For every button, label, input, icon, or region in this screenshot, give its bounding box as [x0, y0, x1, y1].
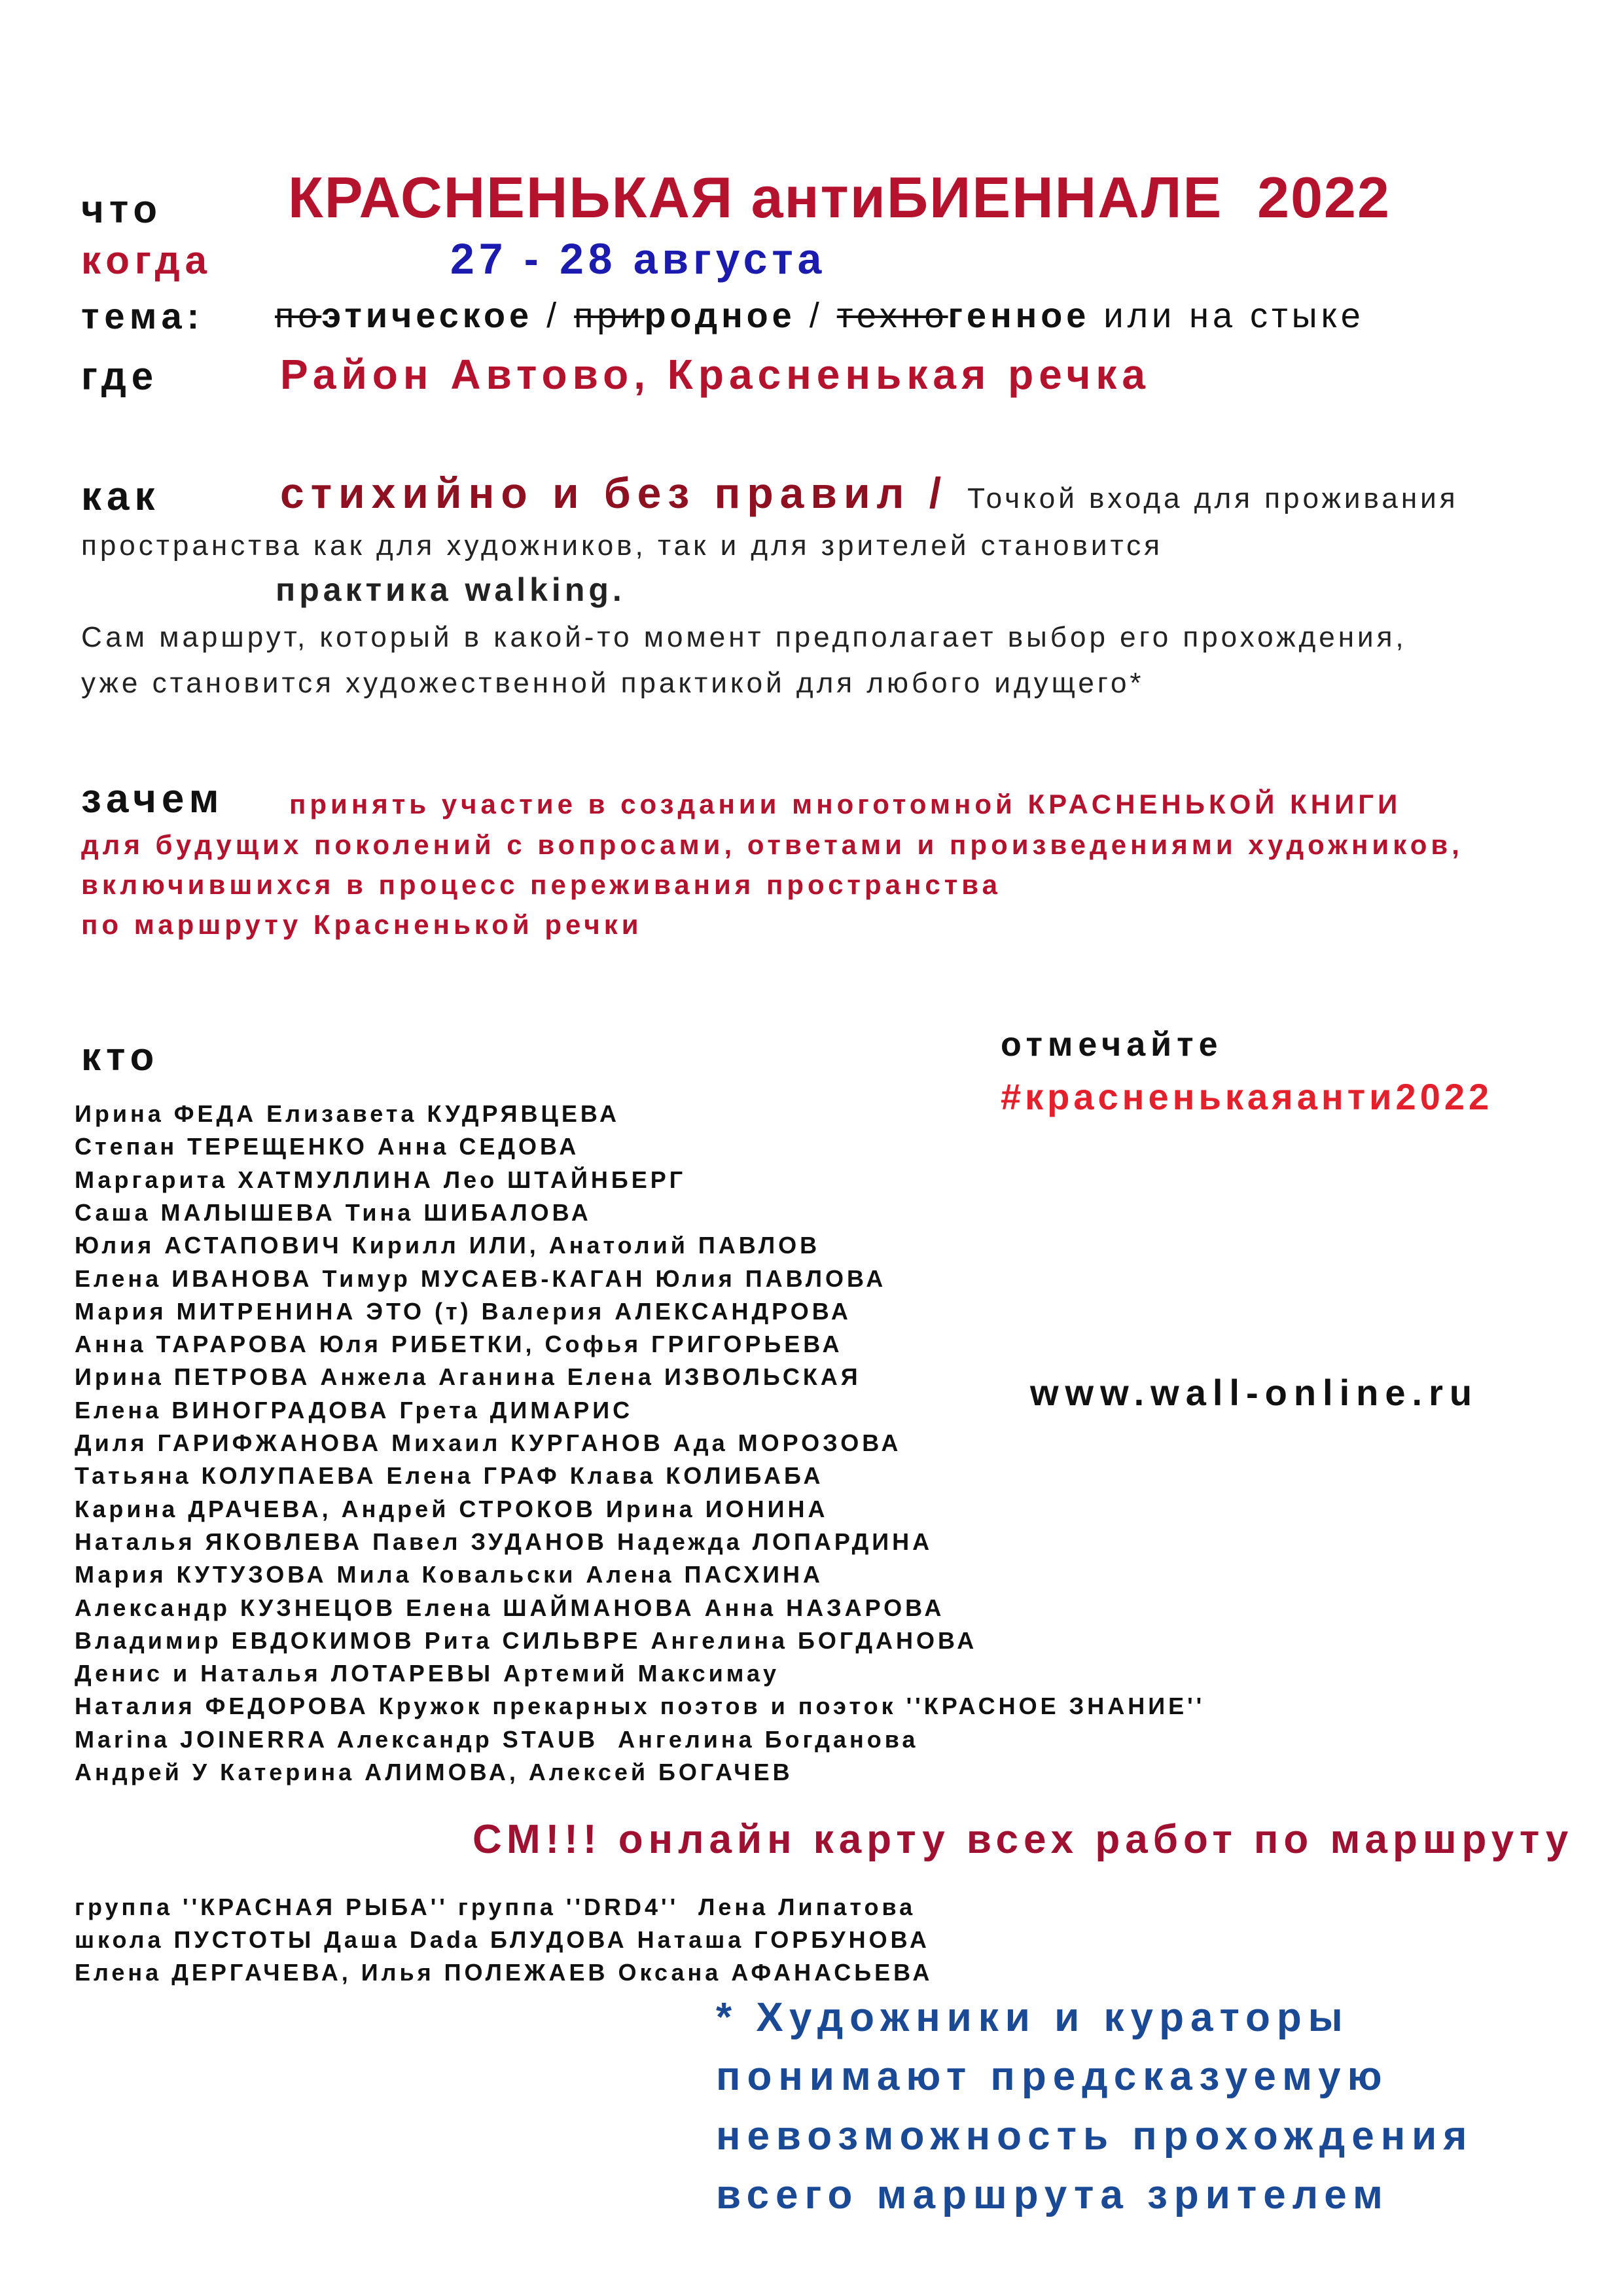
how-headline: стихийно и без правил /: [280, 469, 948, 517]
tag-label: отмечайте: [1001, 1026, 1223, 1064]
participant-line: Андрей У Катерина АЛИМОВА, Алексей БОГАЧЕВ: [75, 1759, 793, 1785]
how-line-5: уже становится художественной практикой для любого идущего*: [81, 667, 1145, 699]
separator: /: [795, 296, 837, 335]
event-dates: 27 - 28 августа: [450, 234, 827, 283]
participant-line: Ирина ПЕТРОВА Анжела Аганина Елена ИЗВОЛЬСКАЯ: [75, 1363, 861, 1391]
participant-line: Юлия АСТАПОВИЧ Кирилл ИЛИ, Анатолий ПАВЛОВ: [75, 1232, 821, 1259]
label-theme: тема:: [81, 295, 205, 336]
footnote-line: понимают предсказуемую: [716, 2054, 1389, 2099]
why-line: по маршруту Красненькой речки: [81, 909, 643, 940]
website-link[interactable]: www.wall-online.ru: [1030, 1372, 1479, 1413]
map-note: СМ!!! онлайн карту всех работ по маршруту: [473, 1817, 1574, 1862]
theme-tail: или на стыке: [1090, 296, 1364, 335]
label-where: где: [81, 354, 159, 398]
label-who: кто: [81, 1035, 160, 1079]
how-line-1: [280, 469, 1459, 517]
participant-line: Татьяна КОЛУПАЕВА Елена ГРАФ Клава КОЛИБАБА: [75, 1462, 824, 1490]
separator: /: [533, 296, 575, 335]
label-what: что: [81, 187, 163, 231]
participant-line: Ирина ФЕДА Елизавета КУДРЯВЦЕВА: [75, 1100, 620, 1127]
struck-text: при: [574, 296, 645, 335]
why-line: принять участие в создании многотомной КРАСНЕНЬКОЙ КНИГИ: [289, 789, 1402, 819]
how-line-2: пространства как для художников, так и для зрителей становится: [81, 529, 1163, 562]
hashtag: #красненькаяанти2022: [1001, 1076, 1493, 1117]
theme-part: родное: [644, 296, 796, 335]
footnote-line: * Художники и кураторы: [716, 1995, 1349, 2040]
participant-line: Саша МАЛЫШЕВА Тина ШИБАЛОВА: [75, 1198, 592, 1226]
participant-line: Елена ДЕРГАЧЕВА, Илья ПОЛЕЖАЕВ Оксана АФАНАСЬЕВА: [75, 1959, 933, 1986]
footnote-line: всего маршрута зрителем: [716, 2172, 1389, 2217]
participant-line: Marina JOINERRA Александр STAUB Ангелина Богданова: [75, 1725, 919, 1753]
participant-line: Наталия ФЕДОРОВА Кружок прекарных поэтов и поэток ''КРАСНОЕ ЗНАНИЕ'': [75, 1693, 1205, 1720]
footnote-line: невозможность прохождения: [716, 2113, 1474, 2159]
participant-line: группа ''КРАСНАЯ РЫБА'' группа ''DRD4'' Лена Липатова: [75, 1893, 916, 1920]
event-place: Район Автово, Красненькая речка: [280, 351, 1150, 398]
participant-line: Денис и Наталья ЛОТАРЕВЫ Артемий Максимау: [75, 1660, 779, 1687]
participant-line: Мария МИТРЕНИНА ЭТО (т) Валерия АЛЕКСАНДРОВА: [75, 1297, 851, 1325]
theme-part: генное: [948, 296, 1090, 335]
participant-line: Маргарита ХАТМУЛЛИНА Лео ШТАЙНБЕРГ: [75, 1166, 687, 1193]
participant-line: Елена ВИНОГРАДОВА Грета ДИМАРИС: [75, 1396, 633, 1424]
event-title: КРАСНЕНЬКАЯ антиБИЕННАЛЕ 2022: [288, 165, 1391, 230]
struck-text: по: [275, 296, 322, 335]
how-line-4: Сам маршрут, который в какой-то момент предполагает выбор его прохождения,: [81, 621, 1407, 653]
how-line-3: практика walking.: [276, 571, 626, 608]
label-when: когда: [81, 238, 213, 282]
label-why: зачем: [81, 776, 224, 821]
participant-line: Мария КУТУЗОВА Мила Ковальски Алена ПАСХИНА: [75, 1561, 824, 1588]
struck-text: техно: [836, 296, 948, 335]
participant-line: Карина ДРАЧЕВА, Андрей СТРОКОВ Ирина ИОНИНА: [75, 1495, 829, 1522]
theme-part: этическое: [321, 296, 533, 335]
participant-line: Наталья ЯКОВЛЕВА Павел ЗУДАНОВ Надежда ЛОПАРДИНА: [75, 1528, 933, 1555]
participant-line: школа ПУСТОТЫ Даша Dada БЛУДОВА Наташа ГОРБУНОВА: [75, 1926, 930, 1953]
how-text: Точкой входа для проживания: [967, 482, 1459, 514]
participant-line: Александр КУЗНЕЦОВ Елена ШАЙМАНОВА Анна НАЗАРОВА: [75, 1594, 945, 1621]
participant-line: Владимир ЕВДОКИМОВ Рита СИЛЬВРЕ Ангелина БОГДАНОВА: [75, 1626, 978, 1654]
why-line: включившихся в процесс переживания пространства: [81, 869, 1001, 900]
participant-line: Степан ТЕРЕЩЕНКО Анна СЕДОВА: [75, 1133, 580, 1160]
participant-line: Елена ИВАНОВА Тимур МУСАЕВ-КАГАН Юлия ПАВЛОВА: [75, 1265, 887, 1292]
theme-text: [275, 298, 1364, 333]
participant-line: Диля ГАРИФЖАНОВА Михаил КУРГАНОВ Ада МОРОЗОВА: [75, 1429, 902, 1456]
why-line: для будущих поколений с вопросами, ответами и произведениями художников,: [81, 829, 1463, 860]
participant-line: Анна ТАРАРОВА Юля РИБЕТКИ, Софья ГРИГОРЬЕВА: [75, 1331, 843, 1358]
label-how: как: [81, 474, 160, 519]
